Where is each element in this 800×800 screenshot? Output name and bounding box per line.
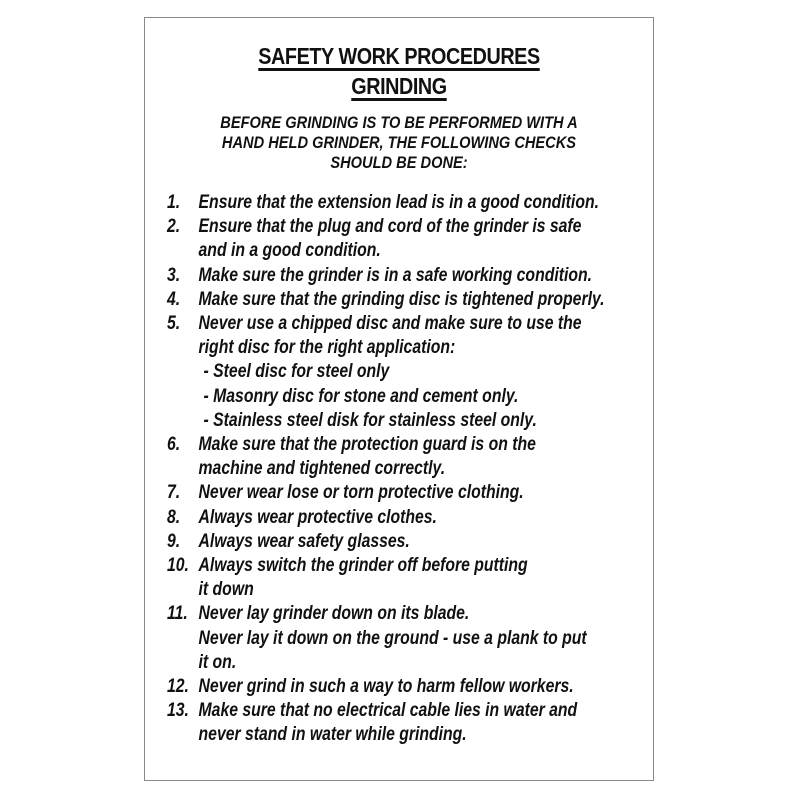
- sub-item: - Masonry disc for stone and cement only.: [203, 385, 519, 407]
- item-text: Never use a chipped disc and make sure to use the: [198, 313, 582, 335]
- procedure-item: [167, 675, 632, 699]
- procedure-item: [167, 433, 632, 481]
- item-number: 1.: [167, 192, 181, 213]
- procedure-item: [167, 191, 632, 215]
- item-number: 5.: [167, 313, 181, 335]
- procedure-item: [167, 699, 632, 747]
- item-text: Always switch the grinder off before putting: [198, 555, 528, 577]
- item-number: 3.: [167, 264, 181, 286]
- item-text: machine and tightened correctly.: [198, 458, 446, 480]
- item-text: never stand in water while grinding.: [198, 724, 467, 746]
- item-text: Never lay grinder down on its blade.: [198, 603, 470, 625]
- sub-item: - Stainless steel disk for stainless steel only.: [203, 409, 537, 431]
- intro-line: BEFORE GRINDING IS TO BE PERFORMED WITH A: [220, 113, 578, 132]
- item-text: Never wear lose or torn protective clothing.: [198, 482, 524, 504]
- item-number: 2.: [167, 216, 181, 238]
- procedure-item: [167, 530, 632, 554]
- item-text: right disc for the right application:: [198, 337, 456, 359]
- procedure-item: [167, 288, 632, 312]
- safety-sign: [144, 17, 654, 781]
- item-text: Ensure that the extension lead is in a good condition.: [198, 192, 599, 213]
- item-number: 13.: [167, 700, 189, 722]
- procedure-item: [167, 215, 632, 263]
- procedure-item: [167, 506, 632, 530]
- item-text: Make sure that no electrical cable lies in water and: [198, 700, 578, 722]
- procedure-item: [167, 481, 632, 505]
- item-number: 11.: [167, 603, 188, 625]
- sign-subtitle: GRINDING: [351, 73, 447, 99]
- item-number: 6.: [167, 434, 181, 456]
- item-text: Never lay it down on the ground - use a plank to put: [198, 627, 587, 649]
- procedure-item: [167, 602, 632, 675]
- intro-line: SHOULD BE DONE:: [330, 153, 468, 172]
- procedure-list: [167, 191, 632, 748]
- item-number: 8.: [167, 506, 181, 528]
- item-number: 4.: [167, 288, 181, 310]
- item-number: 12.: [167, 676, 189, 698]
- item-text: Never grind in such a way to harm fellow workers.: [198, 676, 574, 698]
- item-text: it on.: [198, 651, 237, 673]
- item-text: Always wear safety glasses.: [198, 530, 410, 552]
- sign-title: SAFETY WORK PROCEDURES: [258, 43, 540, 69]
- item-text: Make sure that the grinding disc is tightened properly.: [198, 288, 605, 310]
- procedure-item: [167, 264, 632, 288]
- intro-line: HAND HELD GRINDER, THE FOLLOWING CHECKS: [221, 133, 577, 152]
- item-number: 9.: [167, 530, 181, 552]
- procedure-item: [167, 554, 632, 602]
- item-text: Make sure the grinder is in a safe working condition.: [198, 264, 592, 286]
- procedure-item: [167, 312, 632, 433]
- item-text: and in a good condition.: [198, 240, 381, 262]
- item-text: Make sure that the protection guard is on the: [198, 434, 536, 456]
- intro-text: [181, 113, 618, 173]
- item-text: Always wear protective clothes.: [198, 506, 437, 528]
- item-text: it down: [198, 579, 254, 601]
- item-number: 10.: [167, 555, 189, 577]
- item-number: 7.: [167, 482, 181, 504]
- sub-item: - Steel disc for steel only: [203, 361, 390, 383]
- item-text: Ensure that the plug and cord of the grinder is safe: [198, 216, 582, 238]
